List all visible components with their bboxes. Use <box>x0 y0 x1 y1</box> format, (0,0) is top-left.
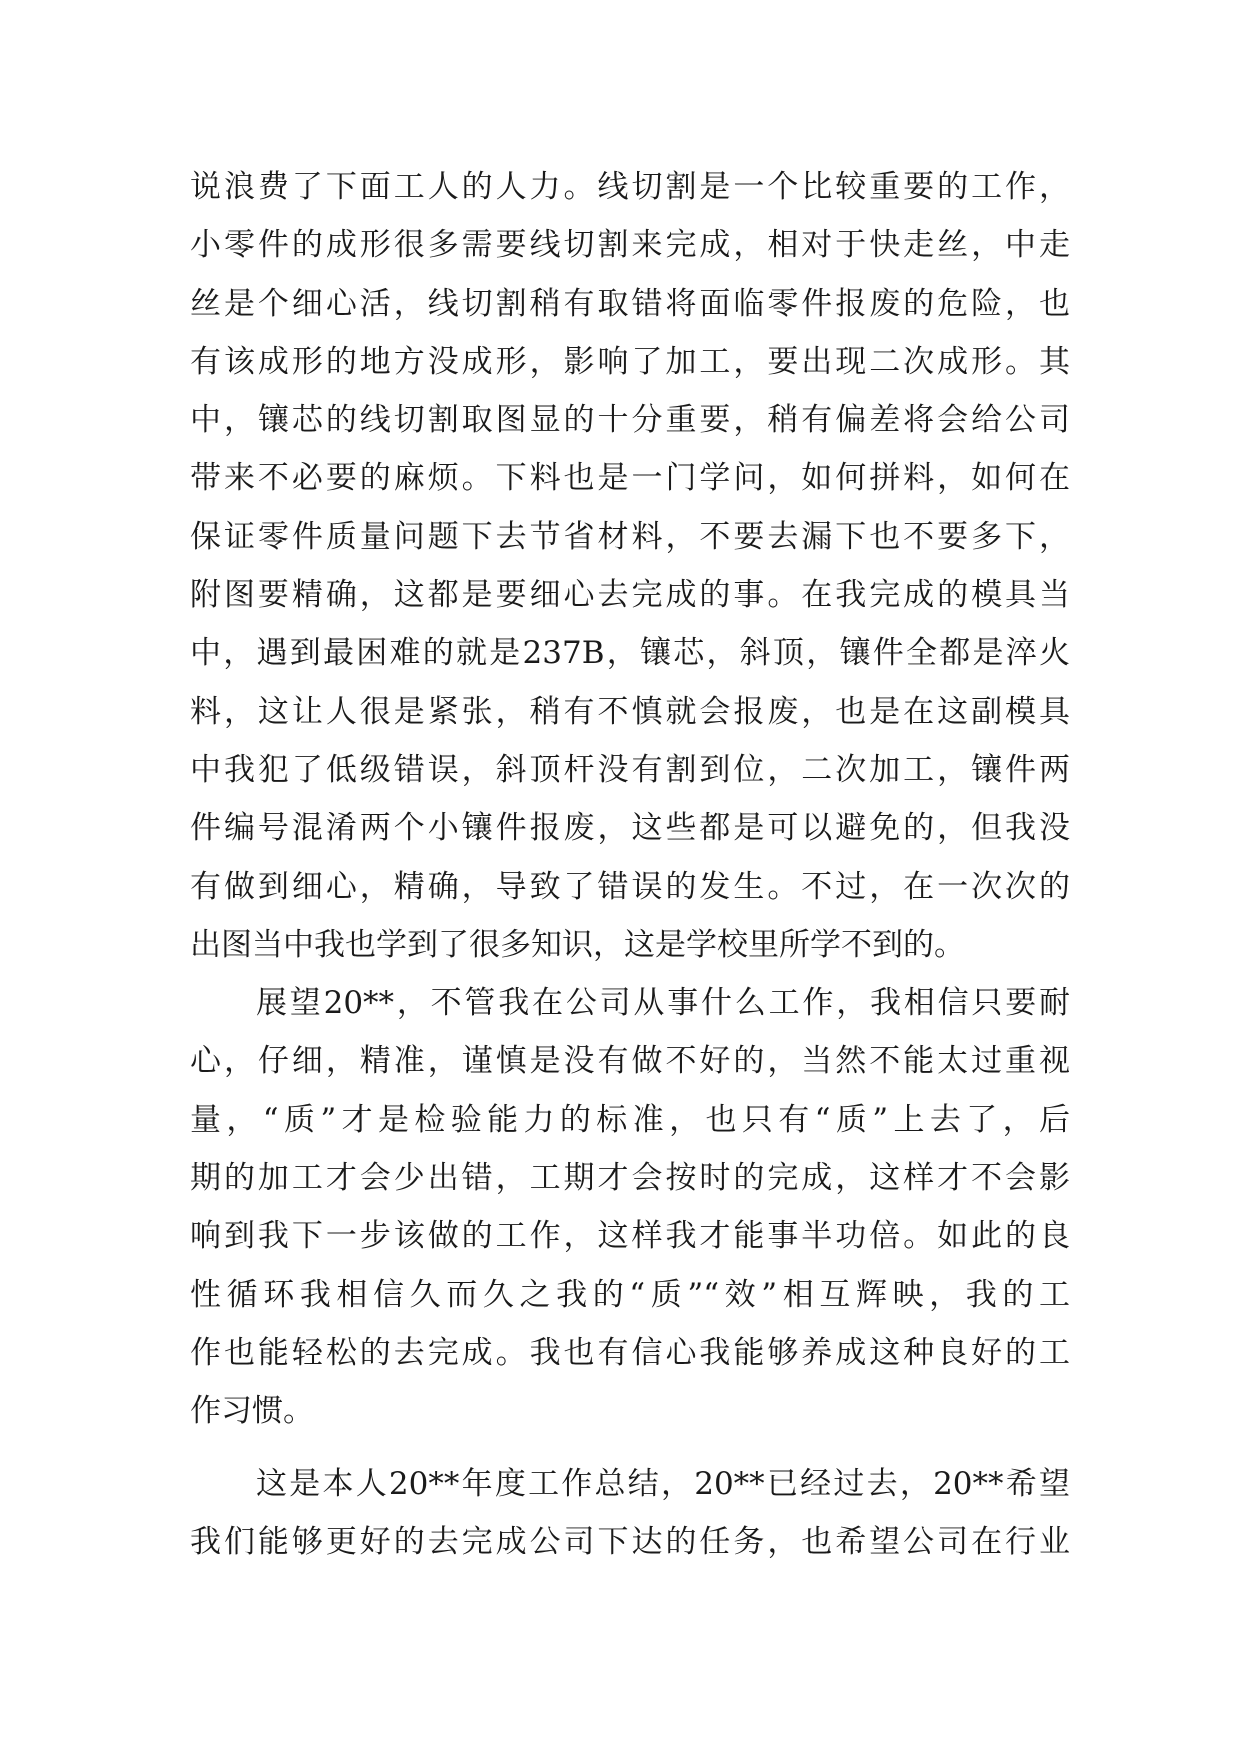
text-line: 展望20**，不管我在公司从事什么工作，我相信只要耐 <box>256 985 1070 1022</box>
text-line: 附图要精确，这都是要细心去完成的事。在我完成的模具当 <box>190 577 1070 614</box>
text-line: 中我犯了低级错误，斜顶杆没有割到位，二次加工，镶件两 <box>190 751 1070 788</box>
text-line: 量，“质”才是检验能力的标准，也只有“质”上去了，后 <box>190 1101 1070 1138</box>
text-line: 保证零件质量问题下去节省材料，不要去漏下也不要多下， <box>190 518 1070 555</box>
text-line: 中，遇到最困难的就是237B，镶芯，斜顶，镶件全都是淬火 <box>190 635 1070 672</box>
text-line: 中，镶芯的线切割取图显的十分重要，稍有偏差将会给公司 <box>190 402 1070 439</box>
text-line: 件编号混淆两个小镶件报废，这些都是可以避免的，但我没 <box>190 810 1070 847</box>
text-line: 丝是个细心活，线切割稍有取错将面临零件报废的危险，也 <box>190 285 1070 322</box>
text-line: 性循环我相信久而久之我的“质”“效”相互辉映，我的工 <box>190 1276 1070 1313</box>
text-line: 我们能够更好的去完成公司下达的任务，也希望公司在行业 <box>190 1523 1070 1560</box>
document-body <box>190 158 1070 1571</box>
text-line: 这是本人20**年度工作总结，20**已经过去，20**希望 <box>256 1465 1070 1502</box>
text-line: 心，仔细，精准，谨慎是没有做不好的，当然不能太过重视 <box>190 1043 1070 1080</box>
text-line: 作也能轻松的去完成。我也有信心我能够养成这种良好的工 <box>190 1334 1070 1371</box>
text-line: 有做到细心，精确，导致了错误的发生。不过，在一次次的 <box>190 868 1070 905</box>
text-line: 作习惯。 <box>190 1393 314 1430</box>
paragraph-gap <box>190 1441 1070 1455</box>
text-line: 说浪费了下面工人的人力。线切割是一个比较重要的工作， <box>190 169 1070 205</box>
text-line: 小零件的成形很多需要线切割来完成，相对于快走丝，中走 <box>190 227 1070 264</box>
text-line: 响到我下一步该做的工作，这样我才能事半功倍。如此的良 <box>190 1218 1070 1255</box>
text-line: 料，这让人很是紧张，稍有不慎就会报废，也是在这副模具 <box>190 693 1070 730</box>
text-line: 带来不必要的麻烦。下料也是一门学问，如何拼料，如何在 <box>190 460 1070 497</box>
text-line: 有该成形的地方没成形，影响了加工，要出现二次成形。其 <box>190 343 1070 380</box>
text-line: 期的加工才会少出错，工期才会按时的完成，这样才不会影 <box>190 1160 1070 1197</box>
text-line: 出图当中我也学到了很多知识，这是学校里所学不到的。 <box>190 926 965 963</box>
